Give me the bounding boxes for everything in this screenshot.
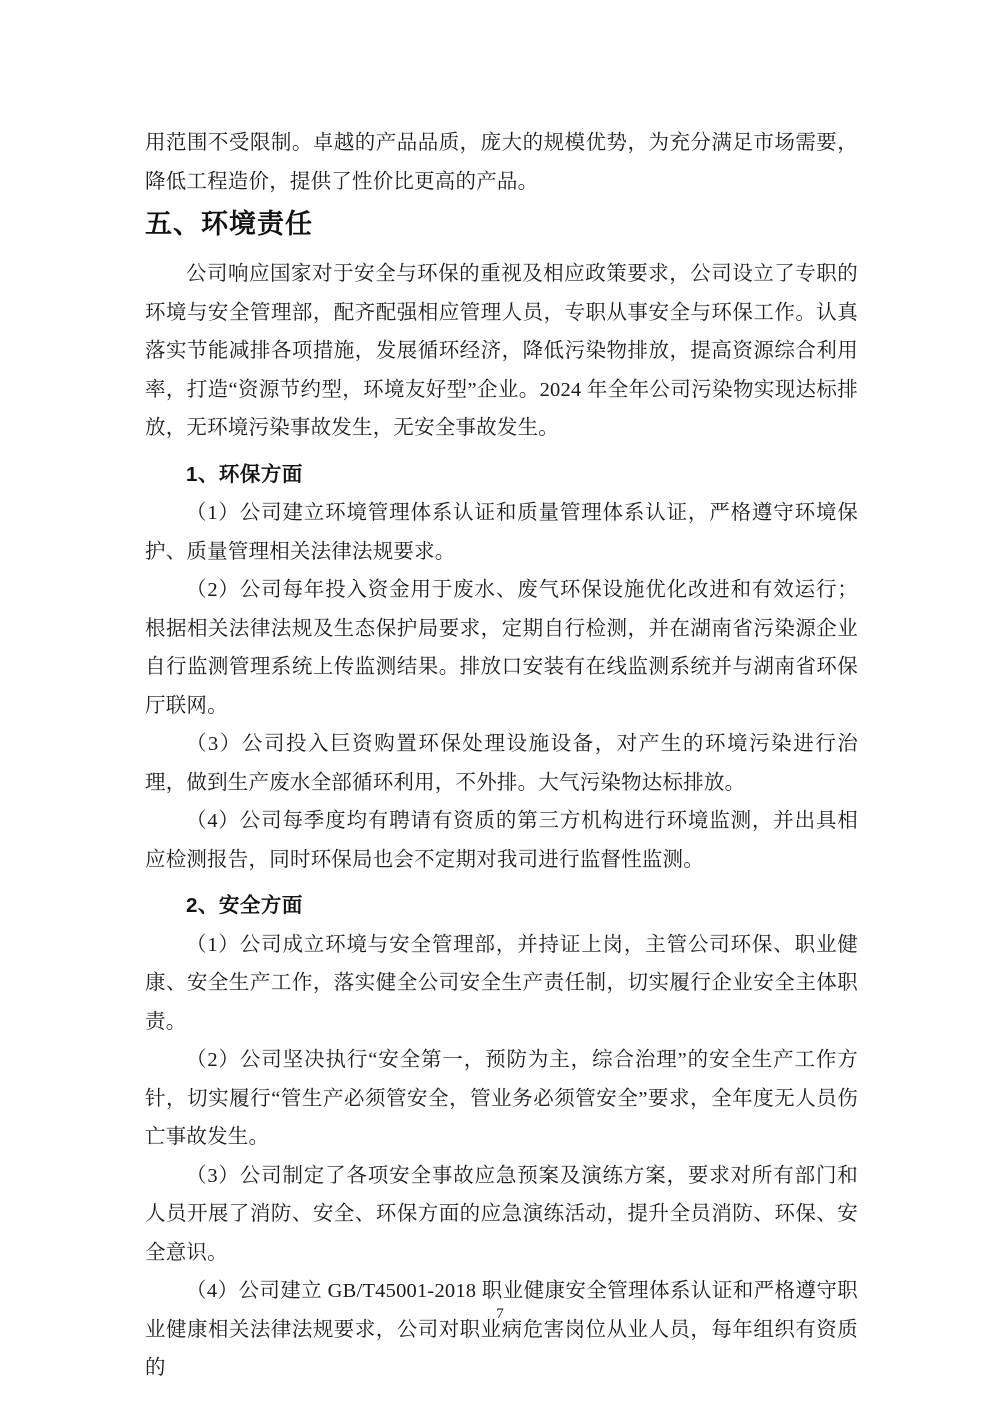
section-intro-paragraph: 公司响应国家对于安全与环保的重视及相应政策要求，公司设立了专职的环境与安全管理部，配齐配强相应管理人员，专职从事安全与环保工作。认真落实节能减排各项措施，发展循环经济，降低污染物排放，提高资源综合利用率，打造“资源节约型，环境友好型”企业。2024 年全年公司污染物实现达标排放，无环境污染事故发生，无安全事故发生。 [145, 263, 858, 439]
environment-item-1: （1）公司建立环境管理体系认证和质量管理体系认证，严格遵守环境保护、质量管理相关法律法规要求。 [145, 502, 858, 563]
safety-item-3: （3）公司制定了各项安全事故应急预案及演练方案，要求对所有部门和人员开展了消防、安全、环保方面的应急演练活动，提升全员消防、环保、安全意识。 [145, 1164, 858, 1264]
section-heading: 五、环境责任 [145, 209, 313, 239]
subsection-title-safety: 2、安全方面 [186, 894, 303, 917]
subsection-title-environment: 1、环保方面 [186, 462, 303, 486]
safety-item-1: （1）公司成立环境与安全管理部，并持证上岗，主管公司环保、职业健康、安全生产工作，落实健全公司安全生产责任制，切实履行企业安全主体职责。 [145, 933, 858, 1033]
paragraph-continuation: 用范围不受限制。卓越的产品品质，庞大的规模优势，为充分满足市场需要，降低工程造价，提供了性价比更高的产品。 [145, 132, 858, 193]
environment-item-3: （3）公司投入巨资购置环保处理设施设备，对产生的环境污染进行治理，做到生产废水全部循环利用，不外排。大气污染物达标排放。 [145, 733, 858, 794]
safety-item-4: （4）公司建立 GB/T45001-2018 职业健康安全管理体系认证和严格遵守职业健康相关法律法规要求，公司对职业病危害岗位从业人员，每年组织有资质的 [145, 1280, 858, 1379]
page-number: 7 [496, 1306, 504, 1322]
page-content [145, 124, 858, 1388]
environment-item-2: （2）公司每年投入资金用于废水、废气环保设施优化改进和有效运行；根据相关法律法规及生态保护局要求，定期自行检测，并在湖南省污染源企业自行监测管理系统上传监测结果。排放口安装有在线监测系统并与湖南省环保厅联网。 [145, 579, 858, 717]
environment-item-4: （4）公司每季度均有聘请有资质的第三方机构进行环境监测，并出具相应检测报告，同时环保局也会不定期对我司进行监督性监测。 [145, 810, 858, 871]
safety-item-2: （2）公司坚决执行“安全第一，预防为主，综合治理”的安全生产工作方针，切实履行“管生产必须管安全，管业务必须管安全”要求，全年度无人员伤亡事故发生。 [145, 1049, 858, 1148]
